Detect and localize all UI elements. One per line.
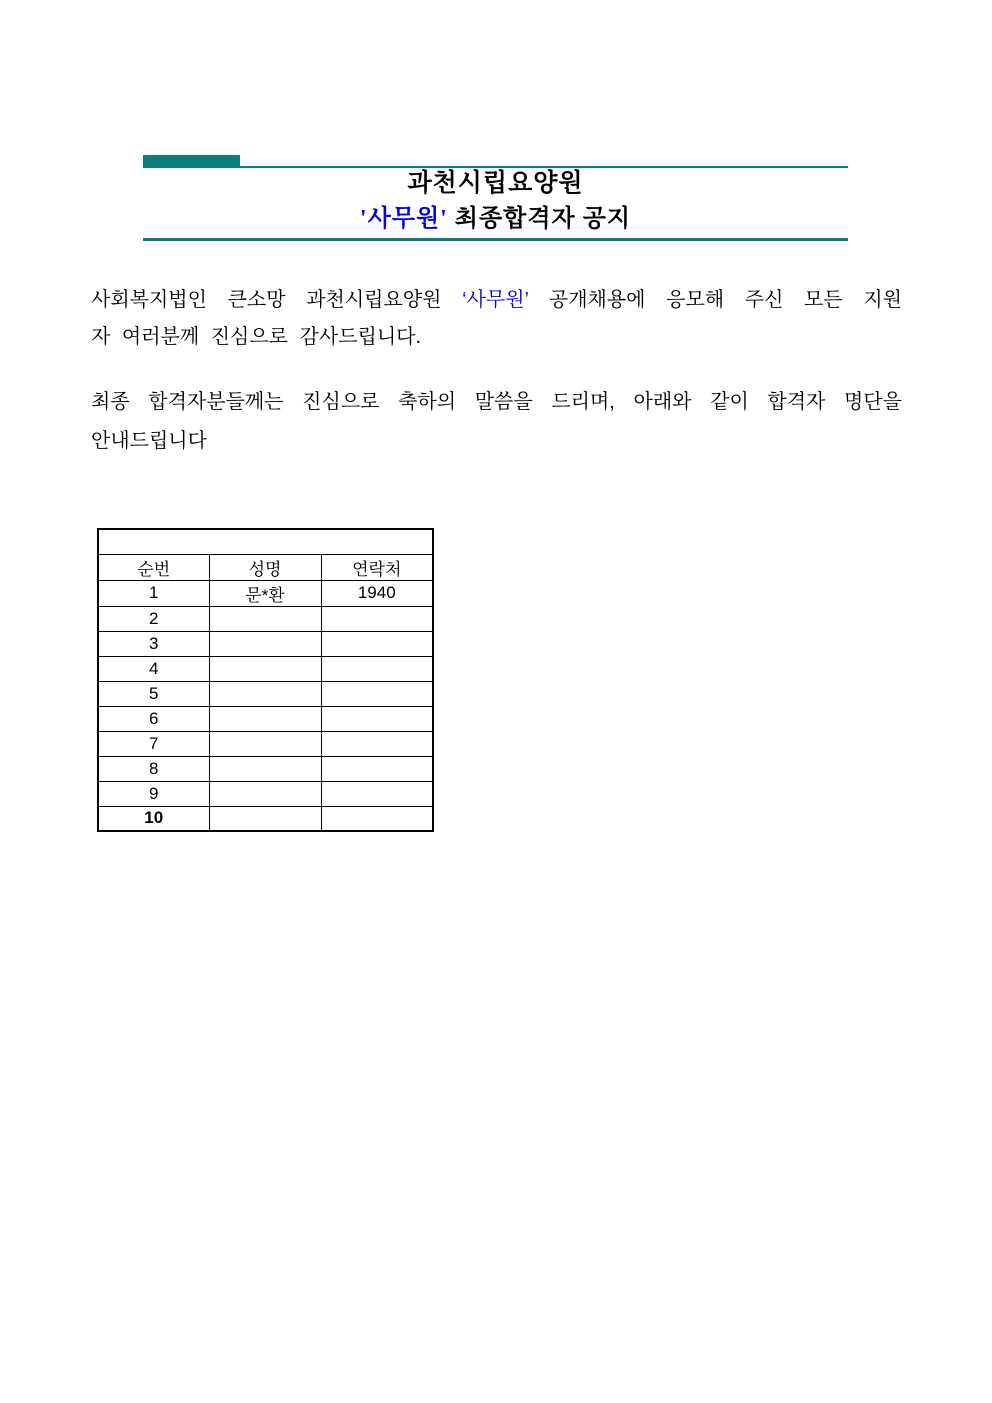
table-row: [98, 756, 433, 781]
cell-contact: [321, 681, 433, 706]
paragraph1-line1-pre: 사회복지법인 큰소망 과천시립요양원: [91, 289, 463, 311]
table-row: [98, 806, 433, 831]
cell-name: [209, 606, 321, 631]
paragraph2-line1: 최종 합격자분들께는 진심으로 축하의 말씀을 드리며, 아래와 같이 합격자 명단을: [91, 391, 902, 413]
cell-name: [209, 756, 321, 781]
table-row: [98, 681, 433, 706]
paragraph1-line1: [91, 288, 902, 312]
paragraph1-line1-post: 공개채용에 응모해 주신 모든 지원: [528, 289, 902, 311]
cell-contact: 1940: [321, 580, 433, 606]
column-header-name: 성명: [209, 554, 321, 580]
cell-name: [209, 781, 321, 806]
paragraph1-highlight-quote: ‘사무원’: [462, 289, 529, 311]
header-accent-block: [143, 155, 240, 168]
subtitle-highlight-quote: '사무원': [359, 206, 448, 232]
table-row: [98, 656, 433, 681]
cell-name: [209, 631, 321, 656]
table-row: [98, 580, 433, 606]
table-row: [98, 781, 433, 806]
cell-no: 7: [98, 731, 209, 756]
table-row: [98, 606, 433, 631]
cell-no: 1: [98, 580, 209, 606]
table-empty-top-row: [98, 529, 433, 554]
paragraph2-line2: 안내드립니다: [91, 430, 207, 452]
table-row: [98, 731, 433, 756]
cell-no: 9: [98, 781, 209, 806]
cell-no: 5: [98, 681, 209, 706]
cell-name: [209, 706, 321, 731]
cell-name: [209, 681, 321, 706]
document-title: 과천시립요양원: [407, 170, 584, 197]
cell-contact: [321, 731, 433, 756]
cell-contact: [321, 606, 433, 631]
cell-name: 문*환: [209, 580, 321, 606]
paragraph1-line2: 자 여러분께 진심으로 감사드립니다.: [91, 326, 422, 348]
cell-contact: [321, 781, 433, 806]
table-row: [98, 706, 433, 731]
header-bottom-rule: [143, 238, 848, 241]
cell-no: 8: [98, 756, 209, 781]
cell-name: [209, 656, 321, 681]
column-header-contact: 연락처: [321, 554, 433, 580]
cell-no: 3: [98, 631, 209, 656]
cell-contact: [321, 656, 433, 681]
cell-no: 6: [98, 706, 209, 731]
results-table: [97, 528, 434, 832]
table-empty-merged-cell: [98, 529, 433, 554]
cell-no: 2: [98, 606, 209, 631]
cell-no: 10: [98, 806, 209, 831]
table-header-row: [98, 554, 433, 580]
cell-no: 4: [98, 656, 209, 681]
cell-contact: [321, 756, 433, 781]
cell-contact: [321, 806, 433, 831]
cell-name: [209, 731, 321, 756]
cell-name: [209, 806, 321, 831]
column-header-no: 순번: [98, 554, 209, 580]
document-subtitle: [143, 203, 848, 235]
cell-contact: [321, 631, 433, 656]
table-row: [98, 631, 433, 656]
header-top-rule: [143, 166, 848, 168]
subtitle-rest: 최종합격자 공지: [447, 206, 632, 232]
cell-contact: [321, 706, 433, 731]
